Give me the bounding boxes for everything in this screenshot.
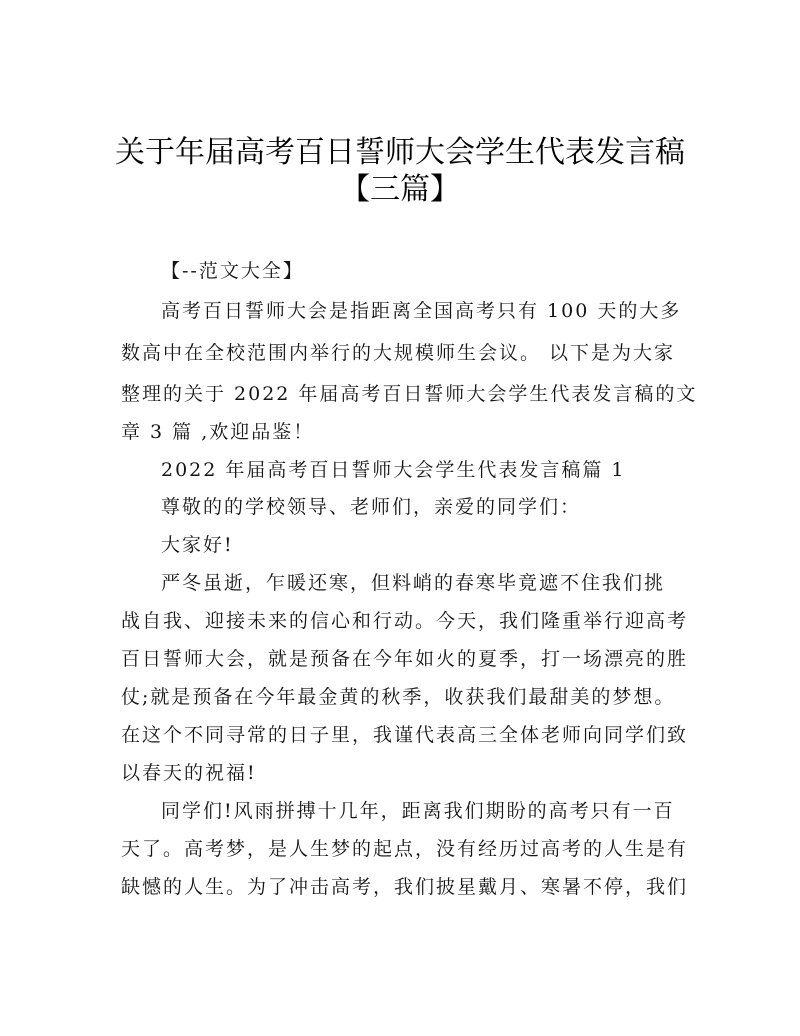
salutation: 尊敬的的学校领导、老师们，亲爱的同学们： bbox=[161, 496, 582, 518]
paragraph-line: 章 3 篇 ,欢迎品鉴！ bbox=[121, 421, 315, 443]
paragraph-line: 缺憾的人生。为了冲击高考，我们披星戴月、寒暑不停，我们 bbox=[121, 876, 689, 898]
paragraph-line: 在这个不同寻常的日子里，我谨代表高三全体老师向同学们致 bbox=[121, 724, 689, 746]
paragraph-line: 同学们!风雨拼搏十几年，距离我们期盼的高考只有一百 bbox=[161, 800, 675, 822]
document-title-line-2: 【三篇】 bbox=[340, 172, 460, 207]
document-title-line-1: 关于年届高考百日誓师大会学生代表发言稿 bbox=[115, 135, 685, 170]
section-heading: 2022 年届高考百日誓师大会学生代表发言稿篇 1 bbox=[161, 459, 626, 481]
source-tag: 【--范文大全】 bbox=[161, 260, 304, 282]
paragraph-line: 整理的关于 2022 年届高考百日誓师大会学生代表发言稿的文 bbox=[121, 383, 698, 405]
paragraph-line: 战自我、迎接未来的信心和行动。今天，我们隆重举行迎高考 bbox=[121, 610, 689, 632]
paragraph-line: 严冬虽逝，乍暖还寒，但料峭的春寒毕竟遮不住我们挑 bbox=[161, 572, 666, 594]
greeting: 大家好! bbox=[161, 534, 234, 556]
paragraph-line: 百日誓师大会，就是预备在今年如火的夏季，打一场漂亮的胜 bbox=[121, 648, 689, 670]
paragraph-line: 数高中在全校范围内举行的大规模师生会议。 以下是为大家 bbox=[121, 342, 676, 364]
paragraph-line: 以春天的祝福! bbox=[121, 762, 257, 784]
paragraph-line: 天了。高考梦，是人生梦的起点，没有经历过高考的人生是有 bbox=[121, 838, 689, 860]
paragraph-line: 高考百日誓师大会是指距离全国高考只有 100 天的大多 bbox=[161, 300, 682, 322]
paragraph-line: 仗;就是预备在今年最金黄的秋季，收获我们最甜美的梦想。 bbox=[121, 686, 676, 708]
